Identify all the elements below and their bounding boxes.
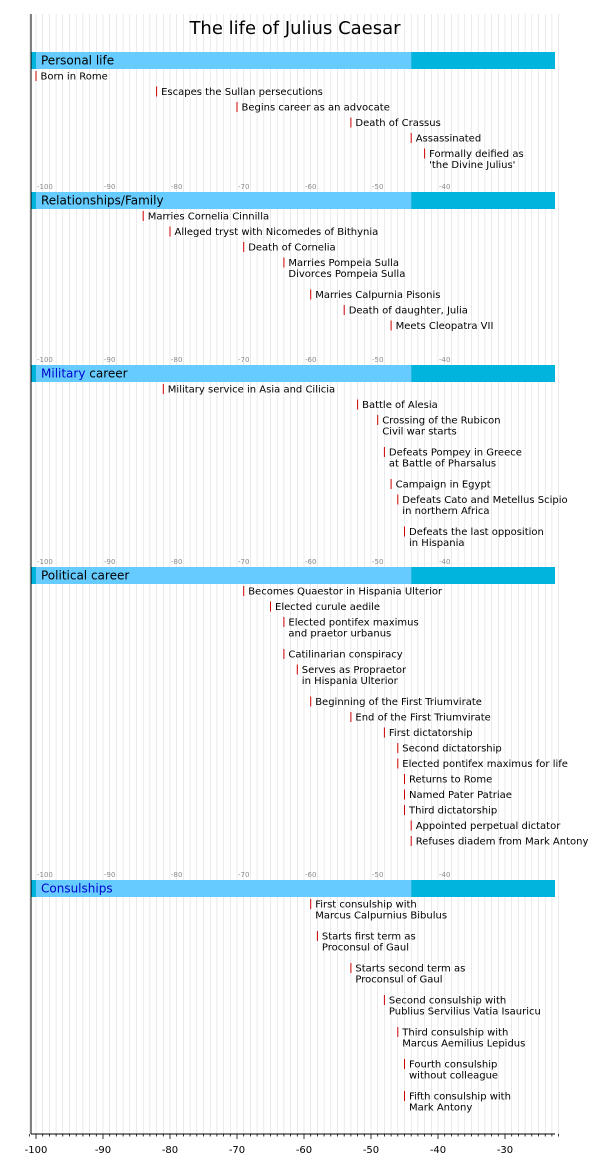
event [311, 899, 447, 922]
section-tick-label: -40 [439, 558, 451, 566]
x-tick-label: -80 [161, 1145, 179, 1156]
event [344, 305, 468, 317]
event-label: without colleague [409, 1070, 499, 1082]
event [311, 697, 482, 709]
event [384, 447, 521, 470]
section-tick-label: -60 [305, 356, 317, 364]
event-label: Marries Calpurnia Pisonis [315, 290, 441, 301]
event-label: Second dictatorship [402, 743, 502, 755]
section-title [41, 569, 129, 583]
event [411, 133, 481, 145]
event-label: Elected pontifex maximus for life [402, 759, 568, 770]
section-tick-label: -80 [171, 871, 183, 879]
event [157, 87, 323, 99]
event [163, 384, 335, 396]
event [351, 712, 491, 724]
event-label: Escapes the Sullan persecutions [161, 87, 323, 98]
section-tick-label: -60 [305, 871, 317, 879]
event [425, 149, 524, 172]
event-label: Returns to Rome [409, 774, 493, 786]
bar-start-marker [31, 192, 36, 209]
event-label: in northern Africa [402, 506, 490, 517]
event-label: at Battle of Pharsalus [388, 458, 497, 470]
section-tick-label: -100 [37, 558, 53, 566]
event-label: Elected curule aedile [275, 602, 381, 613]
section-title [41, 194, 164, 208]
event-label: Mark Antony [409, 1102, 473, 1114]
event-label: Defeats the last opposition [409, 527, 544, 538]
event [351, 963, 465, 986]
event [297, 665, 407, 688]
event-label: Appointed perpetual dictator [415, 821, 561, 832]
event [391, 321, 493, 333]
event-label: Beginning of the First Triumvirate [315, 697, 482, 708]
event-label: Second consulship with [388, 995, 507, 1007]
event-label: Third consulship with [402, 1027, 509, 1039]
x-tick-label: -60 [295, 1145, 313, 1156]
section-title [41, 54, 114, 68]
event-label: Catilinarian conspiracy [288, 649, 403, 661]
event [284, 617, 419, 640]
after-death-bar [411, 192, 555, 209]
event [244, 242, 336, 254]
event [271, 602, 381, 614]
event [284, 258, 405, 281]
section-tick-label: -60 [305, 558, 317, 566]
event-label: Assassinated [415, 133, 482, 145]
event-label: Defeats Cato and Metellus Scipio [402, 495, 568, 506]
section-title-part: Consulships [41, 881, 113, 896]
section-tick-label: -100 [37, 183, 53, 191]
after-death-bar [411, 567, 555, 584]
event [405, 1091, 511, 1114]
event [317, 931, 415, 954]
section-title-part: Personal life [41, 53, 115, 68]
event [391, 479, 491, 491]
section-2 [31, 356, 568, 549]
bar-start-marker [31, 365, 36, 382]
event [36, 71, 108, 83]
event-label: First consulship with [315, 899, 417, 911]
section-tick-label: -60 [305, 183, 317, 191]
event-label: Marries Cornelia Cinnilla [147, 211, 270, 223]
after-death-bar [411, 365, 555, 382]
event [405, 1059, 499, 1082]
event-label: Battle of Alesia [362, 400, 438, 411]
bar-start-marker [31, 880, 36, 897]
event-label: End of the First Triumvirate [355, 712, 491, 724]
section-tick-label: -100 [37, 356, 53, 364]
event-label: Death of daughter, Julia [348, 305, 468, 317]
event [398, 759, 568, 771]
x-tick-label: -100 [24, 1145, 48, 1156]
event-label: Named Pater Patriae [409, 790, 512, 801]
event-label: Formally deified as [429, 149, 524, 160]
event-label: Crossing of the Rubicon [382, 415, 501, 427]
event [237, 102, 390, 114]
section-tick-label: -100 [37, 871, 53, 879]
event-label: in Hispania [409, 538, 465, 549]
event [311, 290, 441, 302]
section-tick-label: -80 [171, 558, 183, 566]
section-tick-label: -90 [104, 558, 116, 566]
event [284, 649, 403, 661]
event-label: Death of Crassus [355, 118, 441, 129]
event [170, 227, 378, 239]
section-tick-label: -40 [439, 356, 451, 364]
section-tick-label: -70 [238, 183, 250, 191]
bar-start-marker [31, 52, 36, 69]
bar-start-marker [31, 567, 36, 584]
event-label: Serves as Propraetor [301, 665, 407, 676]
event-label: 'the Divine Julius' [429, 160, 516, 171]
event [411, 821, 561, 833]
event-label: Born in Rome [40, 71, 108, 83]
section-tick-label: -50 [372, 558, 384, 566]
event [398, 495, 568, 518]
section-tick-label: -70 [238, 356, 250, 364]
section-title [41, 367, 128, 381]
event [405, 790, 512, 802]
event [405, 805, 498, 817]
section-tick-label: -70 [238, 871, 250, 879]
event-label: Divorces Pompeia Sulla [288, 269, 406, 280]
section-tick-label: -80 [171, 183, 183, 191]
section-tick-label: -90 [104, 871, 116, 879]
event-label: Defeats Pompey in Greece [388, 447, 522, 459]
event [358, 400, 438, 412]
event-label: Marcus Aemilius Lepidus [402, 1038, 526, 1050]
section-title [41, 882, 113, 896]
event-label: Proconsul of Gaul [321, 942, 410, 954]
x-tick-label: -90 [94, 1145, 112, 1156]
event-label: Marries Pompeia Sulla [288, 258, 400, 269]
event-label: Fourth consulship [409, 1059, 498, 1071]
section-tick-label: -80 [171, 356, 183, 364]
event-label: Publius Servilius Vatia Isauricu [388, 1006, 541, 1018]
event-label: Refuses diadem from Mark Antony [415, 836, 589, 848]
section-tick-label: -70 [238, 558, 250, 566]
x-tick-label: -50 [362, 1145, 380, 1156]
event [398, 743, 502, 755]
event-label: Meets Cleopatra VII [395, 321, 494, 332]
event-label: Becomes Quaestor in Hispania Ulterior [248, 586, 443, 598]
event [398, 1027, 526, 1050]
section-title-part: Political career [41, 568, 130, 583]
after-death-bar [411, 880, 555, 897]
chart-title: The life of Julius Caesar [189, 18, 401, 39]
event [405, 527, 544, 550]
section-title-part: Military [41, 366, 86, 381]
event-label: Elected pontifex maximus [288, 617, 419, 629]
event-label: Marcus Calpurnius Bibulus [315, 910, 448, 922]
event-label: Third dictatorship [409, 805, 498, 817]
event [405, 774, 493, 786]
event-label: Civil war starts [382, 426, 457, 438]
event-label: Starts first term as [321, 931, 416, 943]
event-label: Proconsul of Gaul [355, 974, 443, 986]
event-label: Fifth consulship with [409, 1091, 511, 1103]
event [411, 836, 588, 848]
section-tick-label: -50 [372, 356, 384, 364]
x-tick-label: -40 [429, 1145, 447, 1156]
event [244, 586, 443, 598]
event-label: and praetor urbanus [288, 628, 392, 640]
section-tick-label: -40 [439, 183, 451, 191]
event-label: in Hispania Ulterior [301, 676, 398, 687]
section-title-part: career [85, 366, 128, 381]
event-label: Military service in Asia and Cilicia [167, 384, 336, 396]
event-label: Starts second term as [355, 963, 466, 975]
event-label: Begins career as an advocate [241, 102, 390, 114]
section-tick-label: -90 [104, 183, 116, 191]
section-title-part: Relationships/Family [41, 193, 164, 208]
event-label: First dictatorship [388, 728, 473, 739]
section-tick-label: -90 [104, 356, 116, 364]
section-tick-label: -50 [372, 871, 384, 879]
event-label: Alleged tryst with Nicomedes of Bithynia [174, 227, 379, 238]
event [143, 211, 269, 223]
event [384, 728, 472, 740]
event-label: Campaign in Egypt [395, 479, 491, 491]
event [351, 118, 441, 130]
after-death-bar [411, 52, 555, 69]
event [378, 415, 501, 438]
section-tick-label: -50 [372, 183, 384, 191]
event-label: Death of Cornelia [248, 242, 336, 254]
event [384, 995, 540, 1018]
x-tick-label: -70 [228, 1145, 246, 1156]
x-tick-label: -30 [496, 1145, 514, 1156]
section-tick-label: -40 [439, 871, 451, 879]
